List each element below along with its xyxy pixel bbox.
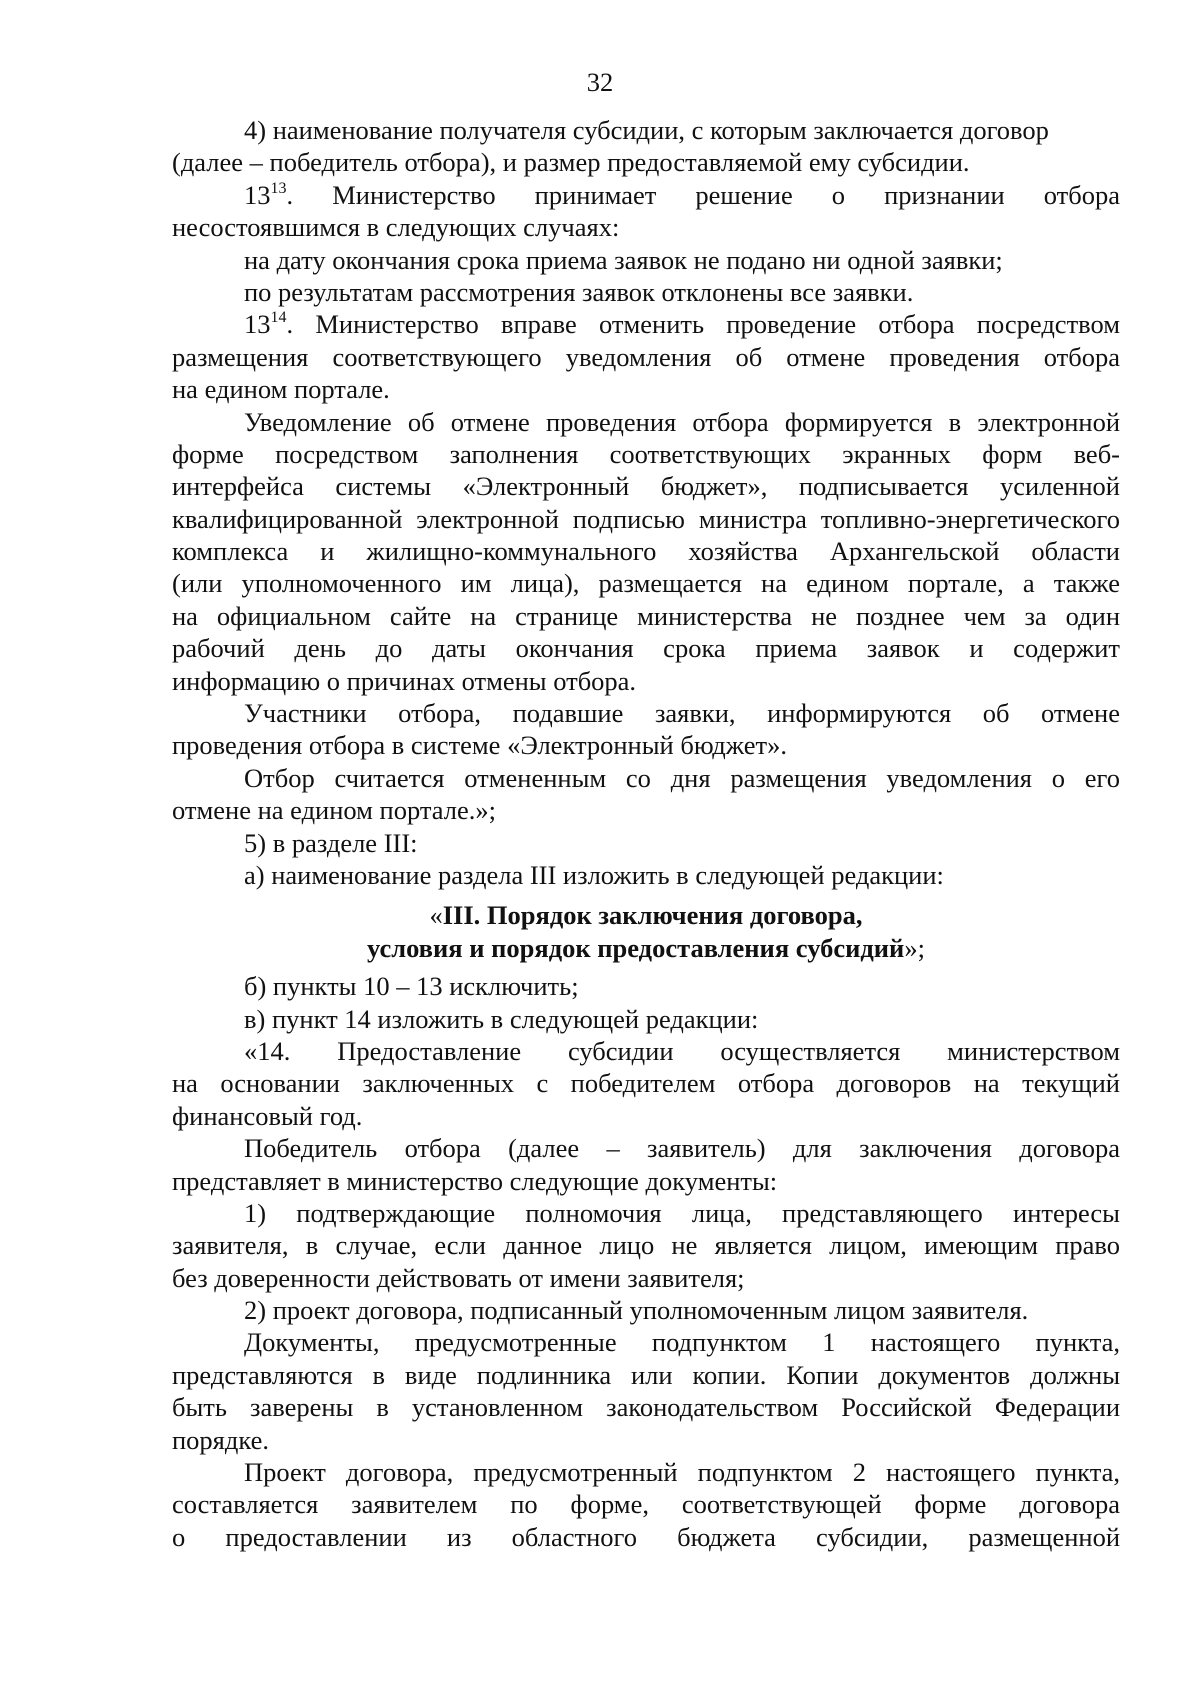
- text-line: [172, 179, 1120, 211]
- text-line: (далее – победитель отбора), и размер предоставляемой ему субсидии.: [172, 147, 970, 178]
- clause-number-superscript: 14: [270, 309, 287, 327]
- text-line: несостоявшимся в следующих случаях:: [172, 212, 620, 243]
- text-line: (или уполномоченного им лица), размещается на едином портале, а также: [172, 568, 1120, 599]
- heading-text: условия и порядок предоставления субсидий: [367, 932, 905, 963]
- text-line: составляется заявителем по форме, соответствующей форме договора: [172, 1489, 1120, 1520]
- text-line: размещения соответствующего уведомления об отмене проведения отбора: [172, 341, 1120, 372]
- text-line: Победитель отбора (далее – заявитель) для заключения договора: [244, 1133, 1120, 1164]
- text-line: представляются в виде подлинника или копии. Копии документов должны: [172, 1359, 1120, 1390]
- spacer: [172, 891, 1120, 899]
- text-line: б) пункты 10 – 13 исключить;: [244, 971, 579, 1002]
- section-heading-line: [172, 899, 1120, 931]
- text-line: финансовый год.: [172, 1100, 363, 1131]
- page-number: 32: [586, 67, 614, 97]
- text-line: а) наименование раздела III изложить в следующей редакции:: [244, 859, 944, 890]
- section-heading-line: [172, 932, 1120, 964]
- text-line: Уведомление об отмене проведения отбора формируется в электронной: [244, 406, 1120, 437]
- text-line: Участники отбора, подавшие заявки, информируются об отмене: [244, 698, 1120, 729]
- text-line: заявителя, в случае, если данное лицо не является лицом, имеющим право: [172, 1230, 1120, 1261]
- text-line: на дату окончания срока приема заявок не подано ни одной заявки;: [244, 244, 1003, 275]
- heading-text: III. Порядок заключения договора,: [442, 900, 863, 931]
- clause-number: 13: [244, 309, 271, 340]
- text-line: отмене на едином портале.»;: [172, 795, 497, 826]
- text-line: порядке.: [172, 1424, 269, 1455]
- text-line: интерфейса системы «Электронный бюджет», подписывается усиленной: [172, 471, 1120, 502]
- line-text: . Министерство принимает решение о признании отбора: [286, 179, 1120, 210]
- text-line: без доверенности действовать от имени заявителя;: [172, 1262, 745, 1293]
- text-line: проведения отбора в системе «Электронный бюджет».: [172, 730, 787, 761]
- text-line: на основании заключенных с победителем отбора договоров на текущий: [172, 1068, 1120, 1099]
- line-text: . Министерство вправе отменить проведение отбора посредством: [286, 309, 1120, 340]
- text-line: Отбор считается отмененным со дня размещения уведомления о его: [244, 762, 1120, 793]
- text-line: Проект договора, предусмотренный подпунктом 2 настоящего пункта,: [244, 1457, 1120, 1488]
- text-line: быть заверены в установленном законодательством Российской Федерации: [172, 1392, 1120, 1423]
- clause-number: 13: [244, 179, 271, 210]
- text-line: 1) подтверждающие полномочия лица, представляющего интересы: [244, 1197, 1120, 1228]
- heading-quote: «: [429, 900, 443, 931]
- text-line: 5) в разделе III:: [244, 827, 418, 858]
- text-line: в) пункт 14 изложить в следующей редакции:: [244, 1003, 759, 1034]
- text-line: рабочий день до даты окончания срока приема заявок и содержит: [172, 633, 1120, 664]
- text-line: комплекса и жилищно-коммунального хозяйства Архангельской области: [172, 536, 1120, 567]
- text-line: [172, 308, 1120, 340]
- text-line: на едином портале.: [172, 374, 390, 405]
- text-line: информацию о причинах отмены отбора.: [172, 665, 637, 696]
- text-line: «14. Предоставление субсидии осуществляется министерством: [244, 1035, 1120, 1066]
- text-line: представляет в министерство следующие документы:: [172, 1165, 778, 1196]
- text-line: форме посредством заполнения соответствующих экранных форм веб-: [172, 438, 1120, 469]
- text-line: квалифицированной электронной подписью министра топливно-энергетического: [172, 503, 1120, 534]
- document-body: [172, 114, 1120, 1553]
- text-line: о предоставлении из областного бюджета субсидии, размещенной: [172, 1521, 1120, 1552]
- text-line: 4) наименование получателя субсидии, с которым заключается договор: [244, 115, 1049, 145]
- clause-number-superscript: 13: [270, 179, 287, 197]
- heading-quote: »;: [904, 932, 925, 963]
- text-line: по результатам рассмотрения заявок отклонены все заявки.: [244, 276, 914, 307]
- text-line: на официальном сайте на странице министерства не позднее чем за один: [172, 600, 1120, 631]
- text-line: 2) проект договора, подписанный уполномоченным лицом заявителя.: [244, 1295, 1029, 1326]
- text-line: Документы, предусмотренные подпунктом 1 настоящего пункта,: [244, 1327, 1120, 1358]
